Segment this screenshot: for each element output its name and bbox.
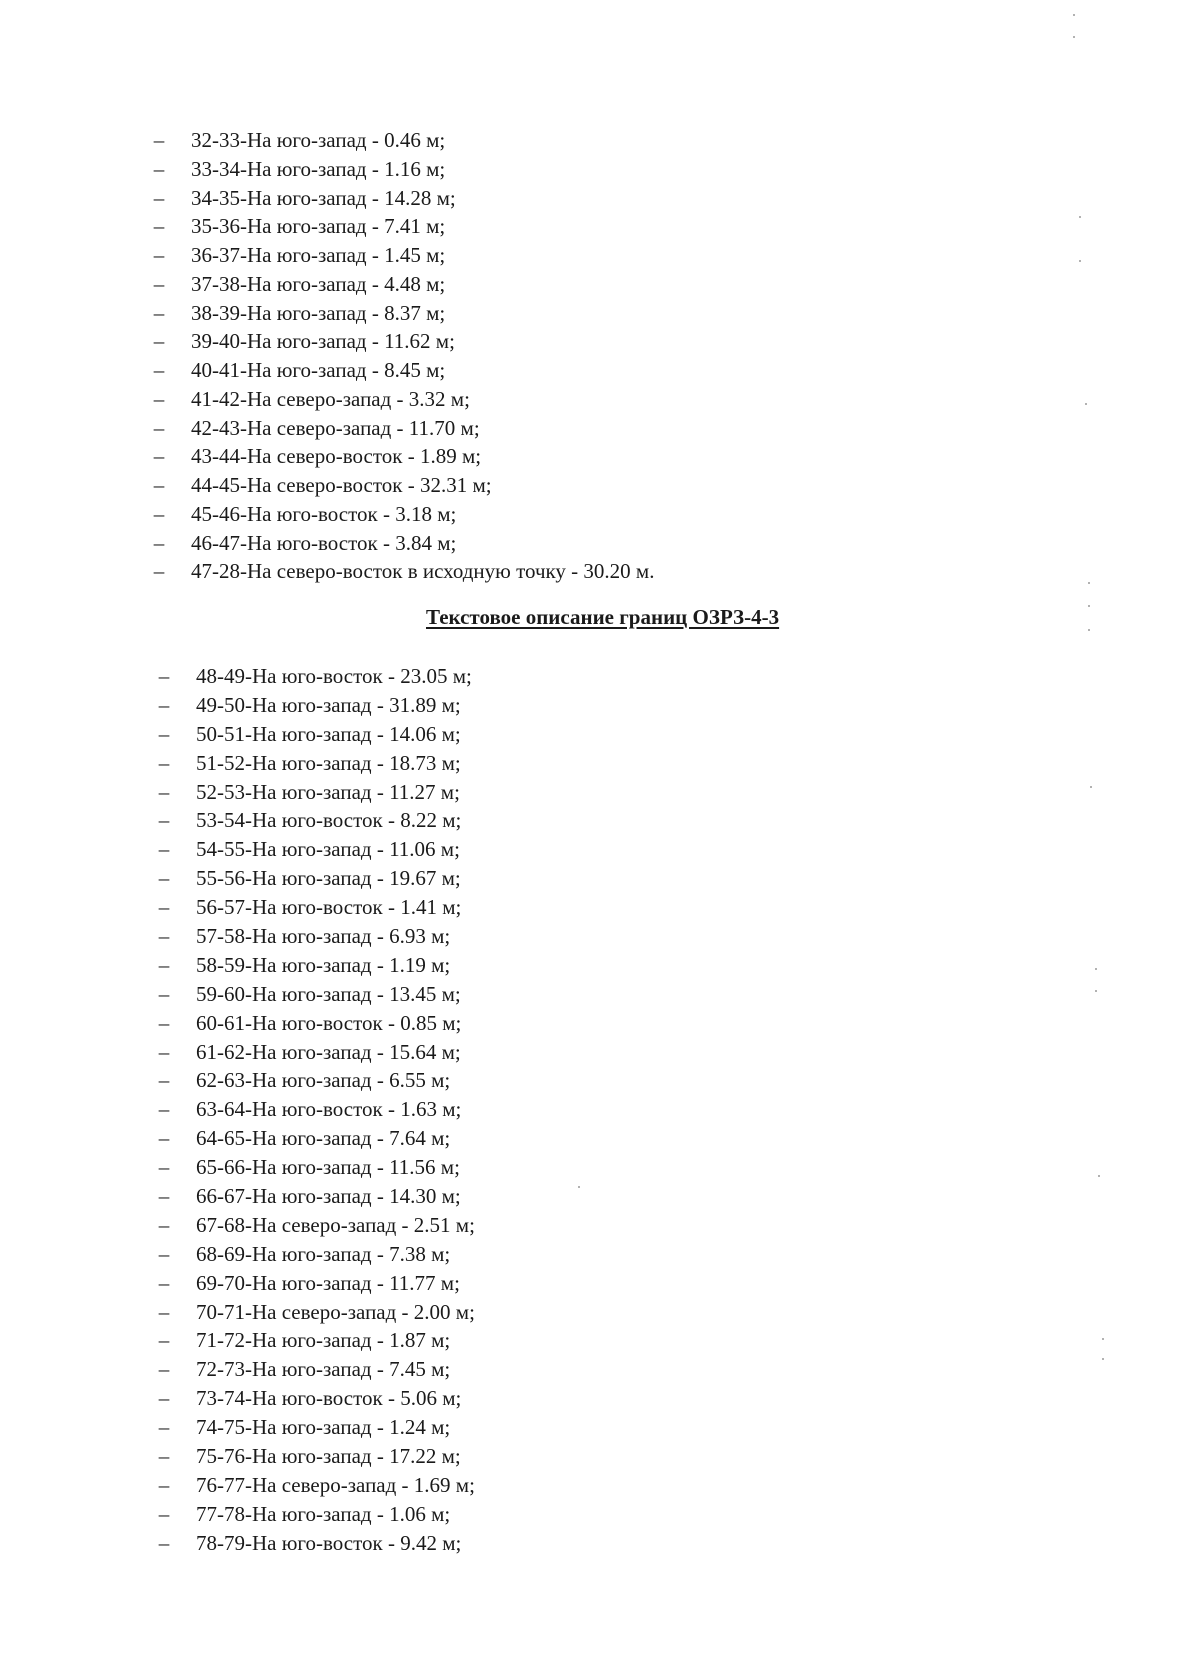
- list-item-text: 78-79-На юго-восток - 9.42 м;: [196, 1530, 462, 1555]
- list-item-text: 42-43-На северо-запад - 11.70 м;: [191, 415, 480, 440]
- list-item-text: 76-77-На северо-запад - 1.69 м;: [196, 1472, 475, 1497]
- bullet-dash: –: [153, 444, 165, 469]
- list-item-text: 70-71-На северо-запад - 2.00 м;: [196, 1299, 475, 1324]
- list-item-text: 52-53-На юго-запад - 11.27 м;: [196, 779, 460, 804]
- bullet-dash: –: [153, 300, 165, 325]
- bullet-dash: –: [153, 386, 165, 411]
- list-item-text: 56-57-На юго-восток - 1.41 м;: [196, 895, 462, 920]
- list-item-text: 51-52-На юго-запад - 18.73 м;: [196, 750, 461, 775]
- bullet-dash: –: [158, 1212, 170, 1237]
- list-item-text: 41-42-На северо-запад - 3.32 м;: [191, 386, 470, 411]
- bullet-dash: –: [158, 895, 170, 920]
- list-item-text: 59-60-На юго-запад - 13.45 м;: [196, 981, 461, 1006]
- bullet-dash: –: [158, 779, 170, 804]
- bullet-dash: –: [153, 415, 165, 440]
- list-item-text: 77-78-На юго-запад - 1.06 м;: [196, 1501, 451, 1526]
- bullet-dash: –: [158, 1501, 170, 1526]
- list-item-text: 71-72-На юго-запад - 1.87 м;: [196, 1328, 451, 1353]
- bullet-dash: –: [158, 664, 170, 688]
- list-item-text: 55-56-На юго-запад - 19.67 м;: [196, 866, 461, 891]
- list-item-text: 64-65-На юго-запад - 7.64 м;: [196, 1126, 451, 1151]
- bullet-dash: –: [153, 559, 165, 584]
- bullet-dash: –: [153, 156, 165, 181]
- bullet-dash: –: [158, 1184, 170, 1209]
- list-item-text: 54-55-На юго-запад - 11.06 м;: [196, 837, 460, 862]
- list-item-text: 61-62-На юго-запад - 15.64 м;: [196, 1039, 461, 1064]
- list-item-text: 38-39-На юго-запад - 8.37 м;: [191, 300, 446, 325]
- list-item-text: 58-59-На юго-запад - 1.19 м;: [196, 952, 451, 977]
- list-item-text: 68-69-На юго-запад - 7.38 м;: [196, 1241, 451, 1266]
- list-item-text: 44-45-На северо-восток - 32.31 м;: [191, 473, 492, 497]
- bullet-dash: –: [158, 1444, 170, 1469]
- list-item-text: 63-64-На юго-восток - 1.63 м;: [196, 1097, 462, 1122]
- scan-speck: [1079, 260, 1081, 262]
- bullet-dash: –: [158, 866, 170, 891]
- list-item-text: 50-51-На юго-запад - 14.06 м;: [196, 721, 461, 746]
- bullet-dash: –: [158, 1299, 170, 1324]
- bullet-dash: –: [158, 1155, 170, 1180]
- scan-speck: [1073, 14, 1075, 16]
- list-item-text: 39-40-На юго-запад - 11.62 м;: [191, 329, 455, 354]
- bullet-dash: –: [158, 1068, 170, 1093]
- scan-speck: [1095, 968, 1097, 970]
- list-item-text: 57-58-На юго-запад - 6.93 м;: [196, 924, 451, 949]
- list-item-text: 73-74-На юго-восток - 5.06 м;: [196, 1386, 462, 1411]
- scan-speck: [1088, 605, 1090, 607]
- bullet-dash: –: [153, 271, 165, 296]
- bullet-dash: –: [158, 1530, 170, 1555]
- bullet-dash: –: [158, 1472, 170, 1497]
- scan-speck: [1079, 216, 1081, 218]
- scan-speck: [1085, 403, 1087, 405]
- bullet-dash: –: [153, 243, 165, 267]
- bullet-dash: –: [158, 1097, 170, 1122]
- list-item-text: 36-37-На юго-запад - 1.45 м;: [191, 243, 446, 267]
- scan-speck: [1088, 582, 1090, 584]
- list-item-text: 46-47-На юго-восток - 3.84 м;: [191, 530, 457, 555]
- bullet-dash: –: [153, 358, 165, 382]
- list-item-text: 45-46-На юго-восток - 3.18 м;: [191, 501, 457, 526]
- bullet-dash: –: [158, 721, 170, 746]
- section-heading-ozrz-4-3: Текстовое описание границ ОЗРЗ-4-3: [426, 605, 780, 629]
- list-item-text: 60-61-На юго-восток - 0.85 м;: [196, 1010, 462, 1035]
- list-item-text: 32-33-На юго-запад - 0.46 м;: [191, 128, 446, 152]
- bullet-dash: –: [158, 1270, 170, 1295]
- list-item-text: 69-70-На юго-запад - 11.77 м;: [196, 1270, 460, 1295]
- bullet-dash: –: [158, 837, 170, 862]
- scan-speck: [578, 1186, 580, 1188]
- scan-speck: [1098, 1175, 1100, 1177]
- bullet-dash: –: [158, 981, 170, 1006]
- bullet-dash: –: [158, 1415, 170, 1440]
- scan-speck: [1102, 1338, 1104, 1340]
- list-item-text: 74-75-На юго-запад - 1.24 м;: [196, 1415, 451, 1440]
- bullet-dash: –: [153, 214, 165, 239]
- scan-speck: [1088, 629, 1090, 631]
- bullet-dash: –: [153, 185, 165, 210]
- bullet-dash: –: [153, 473, 165, 497]
- scan-speck: [1095, 990, 1097, 992]
- list-item-text: 53-54-На юго-восток - 8.22 м;: [196, 808, 462, 833]
- bullet-dash: –: [158, 1039, 170, 1064]
- list-item-text: 47-28-На северо-восток в исходную точку - 30.20 м.: [191, 559, 655, 584]
- list-item-text: 67-68-На северо-запад - 2.51 м;: [196, 1212, 475, 1237]
- bullet-dash: –: [153, 329, 165, 354]
- scan-speck: [1090, 786, 1092, 788]
- bullet-dash: –: [158, 952, 170, 977]
- bullet-dash: –: [158, 1357, 170, 1382]
- list-item-text: 49-50-На юго-запад - 31.89 м;: [196, 692, 461, 717]
- list-item-text: 65-66-На юго-запад - 11.56 м;: [196, 1155, 460, 1180]
- list-item-text: 37-38-На юго-запад - 4.48 м;: [191, 271, 446, 296]
- scan-speck: [1102, 1358, 1104, 1360]
- list-item-text: 62-63-На юго-запад - 6.55 м;: [196, 1068, 451, 1093]
- list-item-text: 75-76-На юго-запад - 17.22 м;: [196, 1444, 461, 1469]
- bullet-dash: –: [158, 750, 170, 775]
- list-item-text: 48-49-На юго-восток - 23.05 м;: [196, 664, 472, 688]
- bullet-dash: –: [158, 1241, 170, 1266]
- bullet-dash: –: [158, 924, 170, 949]
- list-item-text: 43-44-На северо-восток - 1.89 м;: [191, 444, 482, 469]
- bullet-dash: –: [153, 501, 165, 526]
- list-item-text: 34-35-На юго-запад - 14.28 м;: [191, 185, 456, 210]
- list-item-text: 35-36-На юго-запад - 7.41 м;: [191, 214, 446, 239]
- bullet-dash: –: [153, 530, 165, 555]
- list-item-text: 40-41-На юго-запад - 8.45 м;: [191, 358, 446, 382]
- scan-speck: [1073, 36, 1075, 38]
- bullet-dash: –: [158, 1010, 170, 1035]
- bullet-dash: –: [158, 808, 170, 833]
- bullet-dash: –: [158, 1328, 170, 1353]
- bullet-dash: –: [158, 1386, 170, 1411]
- list-item-text: 72-73-На юго-запад - 7.45 м;: [196, 1357, 451, 1382]
- bullet-dash: –: [158, 692, 170, 717]
- bullet-dash: –: [153, 128, 165, 152]
- list-item-text: 66-67-На юго-запад - 14.30 м;: [196, 1184, 461, 1209]
- bullet-dash: –: [158, 1126, 170, 1151]
- list-item-text: 33-34-На юго-запад - 1.16 м;: [191, 156, 446, 181]
